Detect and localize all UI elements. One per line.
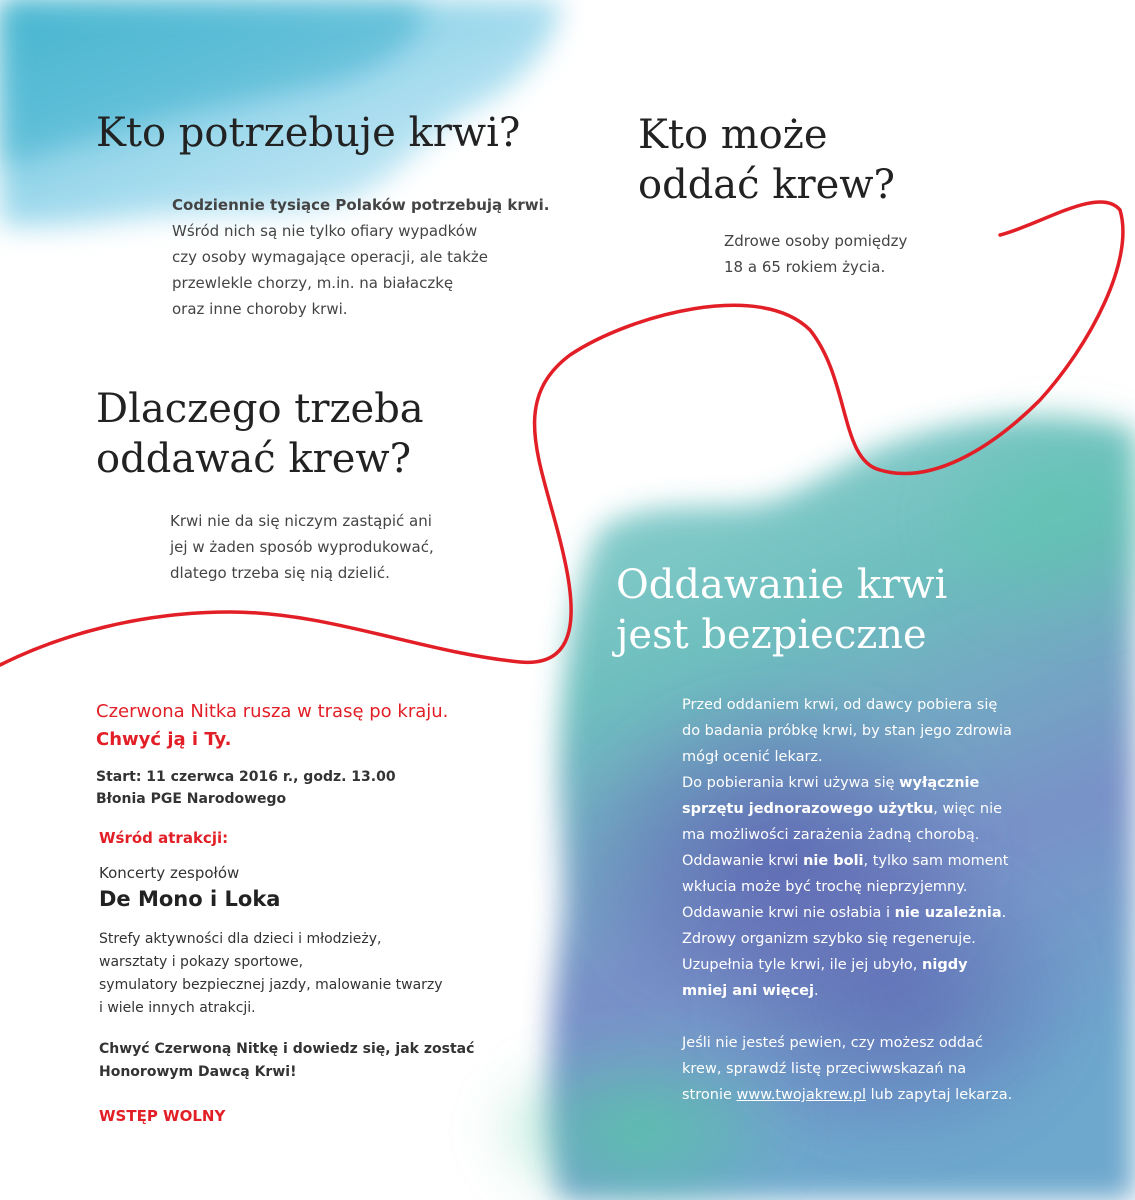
text: , tylko sam moment [863, 853, 1009, 869]
section-who-needs [96, 108, 576, 158]
text-bold: mniej ani więcej [682, 983, 814, 999]
who-needs-line: przewlekle chorzy, m.in. na białaczkę [172, 274, 454, 292]
event-tagline-bold: Chwyć ją i Ty. [96, 729, 232, 750]
text-bold: nigdy [922, 957, 968, 973]
entry-free: WSTĘP WOLNY [99, 1107, 226, 1125]
safety-line: wkłucia może być trochę nieprzyjemny. [682, 879, 968, 895]
safety-line: mógł ocenić lekarz. [682, 749, 823, 765]
spacer [682, 1004, 1112, 1030]
who-can-line: 18 a 65 rokiem życia. [724, 258, 886, 276]
text: Uzupełnia tyle krwi, ile jej ubyło, [682, 957, 923, 973]
safety-line [682, 770, 1112, 796]
who-can-title-line: Kto może [638, 112, 828, 158]
event-tagline: Czerwona Nitka rusza w trasę po kraju. [96, 701, 449, 722]
text-bold: wyłącznie [899, 775, 980, 791]
twojakrew-link[interactable]: www.twojakrew.pl [736, 1087, 867, 1103]
section-why [96, 384, 536, 484]
text: . [813, 983, 819, 999]
text-bold: nie uzależnia [894, 905, 1002, 921]
who-needs-line: czy osoby wymagające operacji, ale także [172, 248, 488, 266]
text: , więc nie [933, 801, 1003, 817]
safety-line [682, 1082, 1112, 1108]
safety-line [682, 900, 1112, 926]
text: Do pobierania krwi używa się [682, 775, 900, 791]
who-needs-line: Wśród nich są nie tylko ofiary wypadków [172, 222, 478, 240]
why-line: jej w żaden sposób wyprodukować, [170, 538, 434, 556]
safety-line [682, 848, 1112, 874]
who-needs-line: oraz inne choroby krwi. [172, 300, 348, 318]
safety-line: do badania próbkę krwi, by stan jego zdrowia [682, 723, 1012, 739]
safety-line: Przed oddaniem krwi, od dawcy pobiera się [682, 697, 998, 713]
concerts-label: Koncerty zespołów [99, 864, 240, 882]
who-needs-text [172, 192, 572, 322]
safety-line [682, 796, 1112, 822]
zones-line: Strefy aktywności dla dzieci i młodzieży, [99, 931, 382, 947]
safety-line: ma możliwości zarażenia żadną chorobą. [682, 827, 980, 843]
bands-name: De Mono i Loka [99, 887, 281, 911]
safety-text [682, 692, 1112, 1108]
section-safety [616, 560, 1096, 660]
who-can-title-line: oddać krew? [638, 162, 895, 208]
who-can-title [638, 110, 1038, 210]
event-start: Start: 11 czerwca 2016 r., godz. 13.00 [96, 769, 396, 785]
safety-line: Jeśli nie jesteś pewien, czy możesz oddać [682, 1035, 983, 1051]
cta-line: Honorowym Dawcą Krwi! [99, 1064, 297, 1080]
safety-title-line: jest bezpieczne [616, 612, 927, 658]
why-title-line: Dlaczego trzeba [96, 386, 424, 432]
safety-title-line: Oddawanie krwi [616, 562, 948, 608]
safety-line: Zdrowy organizm szybko się regeneruje. [682, 931, 976, 947]
safety-line [682, 978, 1112, 1004]
safety-title [616, 560, 1096, 660]
safety-line: krew, sprawdź listę przeciwwskazań na [682, 1061, 967, 1077]
who-can-line: Zdrowe osoby pomiędzy [724, 232, 908, 250]
cta [99, 1038, 536, 1084]
zones-line: i wiele innych atrakcji. [99, 1000, 256, 1016]
zones-line: warsztaty i pokazy sportowe, [99, 954, 304, 970]
text-bold: nie boli [803, 853, 864, 869]
text: Oddawanie krwi [682, 853, 804, 869]
event-place: Błonia PGE Narodowego [96, 791, 287, 807]
text-bold: sprzętu jednorazowego użytku [682, 801, 934, 817]
zones-line: symulatory bezpiecznej jazdy, malowanie twarzy [99, 977, 443, 993]
why-text [170, 508, 500, 586]
why-line: dlatego trzeba się nią dzielić. [170, 564, 390, 582]
event-info [96, 698, 536, 1128]
text: lub zapytaj lekarza. [866, 1087, 1013, 1103]
attractions-heading: Wśród atrakcji: [99, 829, 229, 847]
why-title-line: oddawać krew? [96, 436, 412, 482]
why-line: Krwi nie da się niczym zastąpić ani [170, 512, 432, 530]
text: stronie [682, 1087, 737, 1103]
why-title [96, 384, 536, 484]
safety-line [682, 952, 1112, 978]
who-can-text [724, 228, 1024, 280]
who-needs-lead: Codziennie tysiące Polaków potrzebują krwi. [172, 196, 550, 214]
zones-list [99, 928, 536, 1020]
who-needs-title: Kto potrzebuje krwi? [96, 110, 521, 156]
text: Oddawanie krwi nie osłabia i [682, 905, 895, 921]
text: . [1001, 905, 1007, 921]
cta-line: Chwyć Czerwoną Nitkę i dowiedz się, jak zostać [99, 1041, 475, 1057]
section-who-can [638, 110, 1038, 210]
